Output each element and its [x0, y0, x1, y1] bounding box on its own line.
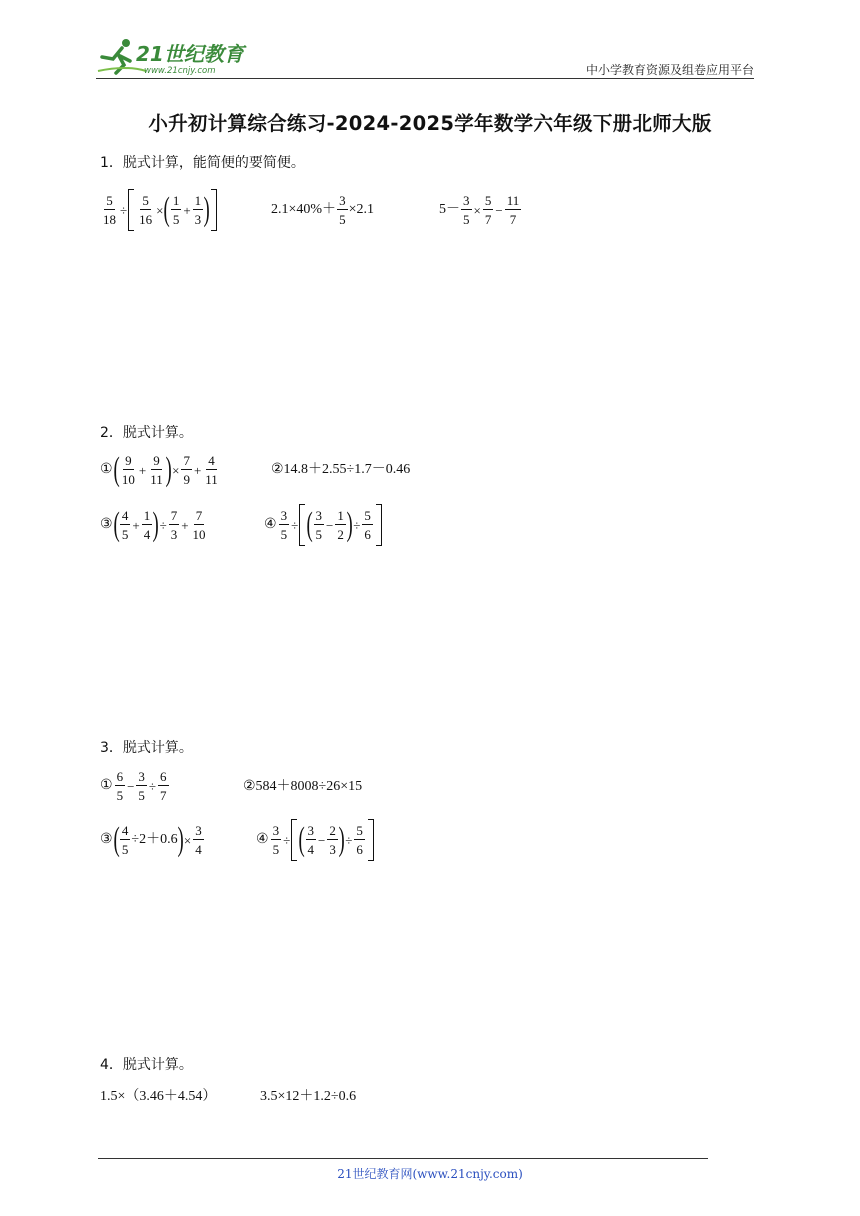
q3-expression-4: ④ $\frac{3}{5}$ ÷ ( $\frac{3}{4}$ − $\frac{2}{3}$ ) ÷ $\frac{5}{6}$ — [256, 820, 374, 860]
q3-expression-2: ②584＋8008÷26×15 — [243, 779, 363, 794]
svg-text:21世纪教育: 21世纪教育 — [136, 42, 244, 66]
question-2-label: 2．脱式计算。 — [100, 425, 193, 441]
q4-expression-2: 3.5×12＋1.2÷0.6 — [260, 1089, 357, 1104]
q2-expression-1: ① ( $\frac{9}{10}$ + $\frac{9}{11}$ ) × $\frac{7}{9}$ + $\frac{4}{11}$ — [100, 451, 218, 488]
q3-expression-1: ① $\frac{6}{5}$ − $\frac{3}{5}$ ÷ $\frac{6}{7}$ — [100, 769, 167, 803]
q1-expression-1: $\frac{5}{18}$ ÷ $\frac{5}{16}$ × ( $\frac{1}{5}$ + $\frac{1}{3}$ ) — [100, 190, 217, 230]
page-title: 小升初计算综合练习-2024-2025学年数学六年级下册北师大版 — [148, 112, 712, 135]
q2-expression-4: ④ $\frac{3}{5}$ ÷ ( $\frac{3}{5}$ − $\frac{1}{2}$ ) ÷ $\frac{5}{6}$ — [264, 505, 382, 545]
question-3-label: 3．脱式计算。 — [100, 740, 193, 756]
footer-link[interactable]: 21世纪教育网(www.21cnjy.com) — [337, 1167, 523, 1181]
q1-expression-2: 2.1×40%＋ $\frac{3}{5}$ ×2.1 — [271, 193, 374, 227]
q4-expression-1: 1.5×（3.46＋4.54） — [100, 1089, 217, 1104]
q3-expression-3: ③ ( $\frac{4}{5}$ ÷2＋0.6 ) × $\frac{3}{4}$ — [100, 821, 202, 858]
logo — [96, 35, 256, 77]
footer-divider — [98, 1158, 708, 1159]
header-divider — [96, 78, 754, 79]
q2-expression-3: ③ ( $\frac{4}{5}$ + $\frac{1}{4}$ ) ÷ $\frac{7}{3}$ + $\frac{7}{10}$ — [100, 506, 206, 543]
svg-text:www.21cnjy.com: www.21cnjy.com — [144, 66, 216, 76]
question-1-label: 1．脱式计算，能简便的要简便。 — [100, 155, 305, 171]
runner-logo-icon — [96, 35, 256, 77]
q1-expression-3: 5－ $\frac{3}{5}$ × $\frac{5}{7}$ − $\frac{11}{7}$ — [439, 193, 520, 227]
question-4-label: 4．脱式计算。 — [100, 1057, 193, 1073]
q2-expression-2: ②14.8＋2.55÷1.7－0.46 — [271, 462, 411, 477]
header-platform-text: 中小学教育资源及组卷应用平台 — [585, 63, 754, 77]
